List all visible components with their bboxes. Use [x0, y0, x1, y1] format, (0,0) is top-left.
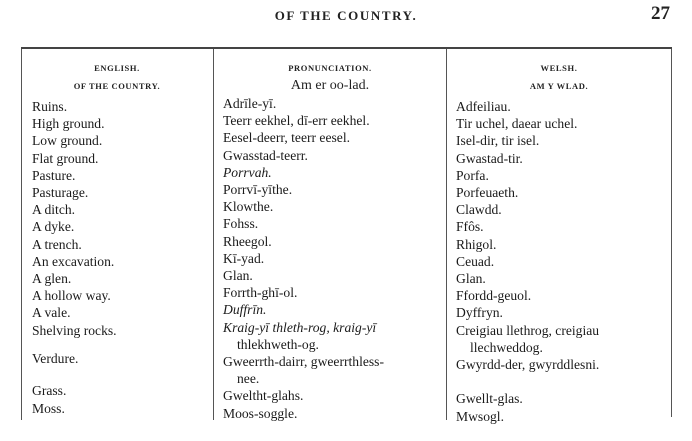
english-cell: Flat ground.	[32, 150, 99, 166]
pronunciation-cell: Rheegol.	[223, 233, 272, 249]
english-cell: Verdure.	[32, 351, 79, 367]
pronunciation-cell: Adrīle-yī.	[223, 96, 277, 111]
welsh-cell: Tir uchel, daear uchel.	[456, 116, 578, 132]
column-welsh	[447, 49, 671, 425]
row-spacer	[456, 373, 671, 390]
column-heading-pronunciation: PRONUNCIATION.	[288, 63, 372, 73]
pronunciation-cell: Klowthe.	[223, 199, 274, 215]
table-right-border	[671, 49, 672, 417]
column-pronunciation	[214, 49, 446, 422]
column-heading-welsh: WELSH.	[540, 63, 578, 73]
pronunciation-cell: Kī-yad.	[223, 250, 265, 266]
english-cell: A vale.	[32, 305, 71, 321]
pronunciation-cell: Teerr eekhel, dī-err eekhel.	[223, 113, 370, 129]
welsh-cell: Adfeiliau.	[456, 99, 511, 114]
column-heading-english: ENGLISH.	[94, 63, 140, 73]
pronunciation-cell: Forrth-ghī-ol.	[223, 285, 298, 301]
welsh-cell: Ffôs.	[456, 219, 484, 235]
pronunciation-continuation: nee.	[237, 371, 260, 387]
english-cell: Low ground.	[32, 133, 103, 149]
pronunciation-cell: Porrvī-yīthe.	[223, 182, 293, 198]
pronunciation-cell: Gweltht-glahs.	[223, 388, 304, 404]
welsh-list	[447, 98, 671, 425]
welsh-cell: Ceuad.	[456, 253, 495, 269]
welsh-cell: Gwastad-tir.	[456, 150, 523, 166]
pronunciation-cell: Gwasstad-teerr.	[223, 147, 308, 163]
welsh-cell: Porfa.	[456, 167, 489, 183]
pronunciation-cell: Porrvah.	[223, 164, 272, 180]
column-subheading-welsh: AM Y WLAD.	[529, 81, 589, 91]
welsh-cell: Dyffryn.	[456, 305, 503, 321]
welsh-text: Creigiau llethrog, creigiau	[456, 322, 600, 338]
welsh-cell: Mwsogl.	[456, 408, 504, 424]
welsh-cell	[456, 322, 671, 356]
page-number: 27	[651, 3, 670, 24]
english-cell: A ditch.	[32, 202, 76, 218]
welsh-cell: Gwyrdd-der, gwyrddlesni.	[456, 357, 600, 373]
welsh-cell: Gwellt-glas.	[456, 391, 523, 407]
english-cell: An excavation.	[32, 253, 115, 269]
pronunciation-text: Gweerrth-dairr, gweerrthless-	[223, 354, 384, 370]
welsh-continuation: llechweddog.	[470, 339, 543, 355]
column-english	[21, 49, 213, 417]
english-cell: A hollow way.	[32, 288, 111, 304]
pronunciation-cell	[223, 353, 446, 387]
pronunciation-cell: Fohss.	[223, 216, 259, 232]
english-cell: Shelving rocks.	[32, 322, 117, 338]
welsh-cell: Isel-dir, tir isel.	[456, 133, 540, 149]
english-cell: Pasture.	[32, 167, 76, 183]
vocabulary-table	[21, 47, 672, 424]
pronunciation-cell: Duffrīn.	[223, 302, 267, 318]
welsh-cell: Porfeuaeth.	[456, 185, 519, 201]
pronunciation-continuation: thlekhweth-og.	[237, 336, 319, 352]
english-cell: High ground.	[32, 116, 105, 132]
english-cell: Ruins.	[32, 99, 68, 114]
running-head: OF THE COUNTRY.	[274, 8, 418, 23]
pronunciation-cell: Eesel-deerr, teerr eesel.	[223, 130, 350, 146]
english-cell: Moss.	[32, 400, 65, 416]
column-subheading-english: OF THE COUNTRY.	[73, 81, 161, 91]
english-cell: Grass.	[32, 383, 67, 399]
english-list	[21, 98, 213, 417]
pronunciation-cell	[223, 319, 446, 353]
english-cell: A trench.	[32, 236, 82, 252]
pronunciation-list	[214, 95, 446, 422]
welsh-cell: Ffordd-geuol.	[456, 288, 532, 304]
column-subheading-pronunciation: Am er oo-lad.	[290, 78, 370, 93]
welsh-cell: Rhigol.	[456, 236, 497, 252]
english-cell: A dyke.	[32, 219, 75, 235]
english-cell: Pasturage.	[32, 185, 89, 201]
welsh-cell: Clawdd.	[456, 202, 502, 218]
pronunciation-cell: Moos-soggle.	[223, 405, 298, 421]
english-cell: A glen.	[32, 271, 72, 287]
pronunciation-text: Kraig-yī thleth-rog, kraig-yī	[223, 319, 377, 335]
welsh-cell: Glan.	[456, 271, 486, 287]
pronunciation-cell: Glan.	[223, 268, 253, 284]
